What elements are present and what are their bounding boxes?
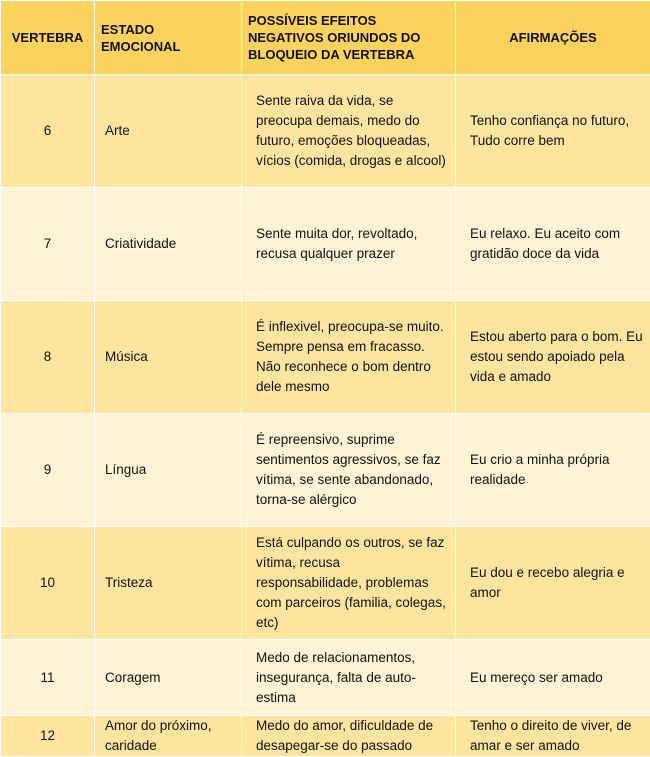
table-row: [1, 414, 650, 527]
cell-afirmacoes: Tenho o direito de viver, de amar e ser amado: [456, 716, 650, 757]
cell-vertebra: 12: [1, 716, 95, 757]
cell-estado: Coragem: [95, 640, 242, 716]
cell-efeitos: Sente raiva da vida, se preocupa demais, medo do futuro, emoções bloqueadas, vícios (comida, drogas e alcool): [242, 75, 456, 188]
cell-estado: Criatividade: [95, 188, 242, 301]
cell-efeitos: Sente muita dor, revoltado, recusa qualquer prazer: [242, 188, 456, 301]
header-row: [1, 1, 650, 75]
cell-efeitos: Está culpando os outros, se faz vítima, recusa responsabilidade, problemas com parceiros (familia, colegas, etc): [242, 527, 456, 640]
cell-estado: Arte: [95, 75, 242, 188]
header-estado-emocional: ESTADO EMOCIONAL: [95, 1, 242, 75]
header-vertebra: VERTEBRA: [1, 1, 95, 75]
cell-estado: Língua: [95, 414, 242, 527]
cell-afirmacoes: Estou aberto para o bom. Eu estou sendo apoiado pela vida e amado: [456, 301, 650, 414]
cell-estado: Música: [95, 301, 242, 414]
cell-efeitos: É repreensivo, suprime sentimentos agressivos, se faz vítima, se sente abandonado, torna-se alérgico: [242, 414, 456, 527]
table-row: [1, 527, 650, 640]
cell-estado: Amor do próximo, caridade: [95, 716, 242, 757]
table-row: [1, 716, 650, 757]
cell-afirmacoes: Eu dou e recebo alegria e amor: [456, 527, 650, 640]
cell-efeitos: Medo de relacionamentos, insegurança, falta de auto-estima: [242, 640, 456, 716]
cell-vertebra: 9: [1, 414, 95, 527]
cell-afirmacoes: Eu mereço ser amado: [456, 640, 650, 716]
table-row: [1, 640, 650, 716]
cell-vertebra: 10: [1, 527, 95, 640]
cell-afirmacoes: Tenho confiança no futuro, Tudo corre bem: [456, 75, 650, 188]
cell-efeitos: É inflexivel, preocupa-se muito. Sempre pensa em fracasso. Não reconhece o bom dentro dele mesmo: [242, 301, 456, 414]
cell-afirmacoes: Eu crio a minha própria realidade: [456, 414, 650, 527]
header-efeitos-negativos: POSSÍVEIS EFEITOS NEGATIVOS ORIUNDOS DO BLOQUEIO DA VERTEBRA: [242, 1, 456, 75]
cell-vertebra: 7: [1, 188, 95, 301]
cell-vertebra: 6: [1, 75, 95, 188]
cell-vertebra: 11: [1, 640, 95, 716]
table-row: [1, 75, 650, 188]
cell-vertebra: 8: [1, 301, 95, 414]
cell-afirmacoes: Eu relaxo. Eu aceito com gratidão doce da vida: [456, 188, 650, 301]
table-row: [1, 301, 650, 414]
cell-estado: Tristeza: [95, 527, 242, 640]
cell-efeitos: Medo do amor, dificuldade de desapegar-se do passado: [242, 716, 456, 757]
header-afirmacoes: AFIRMAÇÕES: [456, 1, 650, 75]
table-row: [1, 188, 650, 301]
